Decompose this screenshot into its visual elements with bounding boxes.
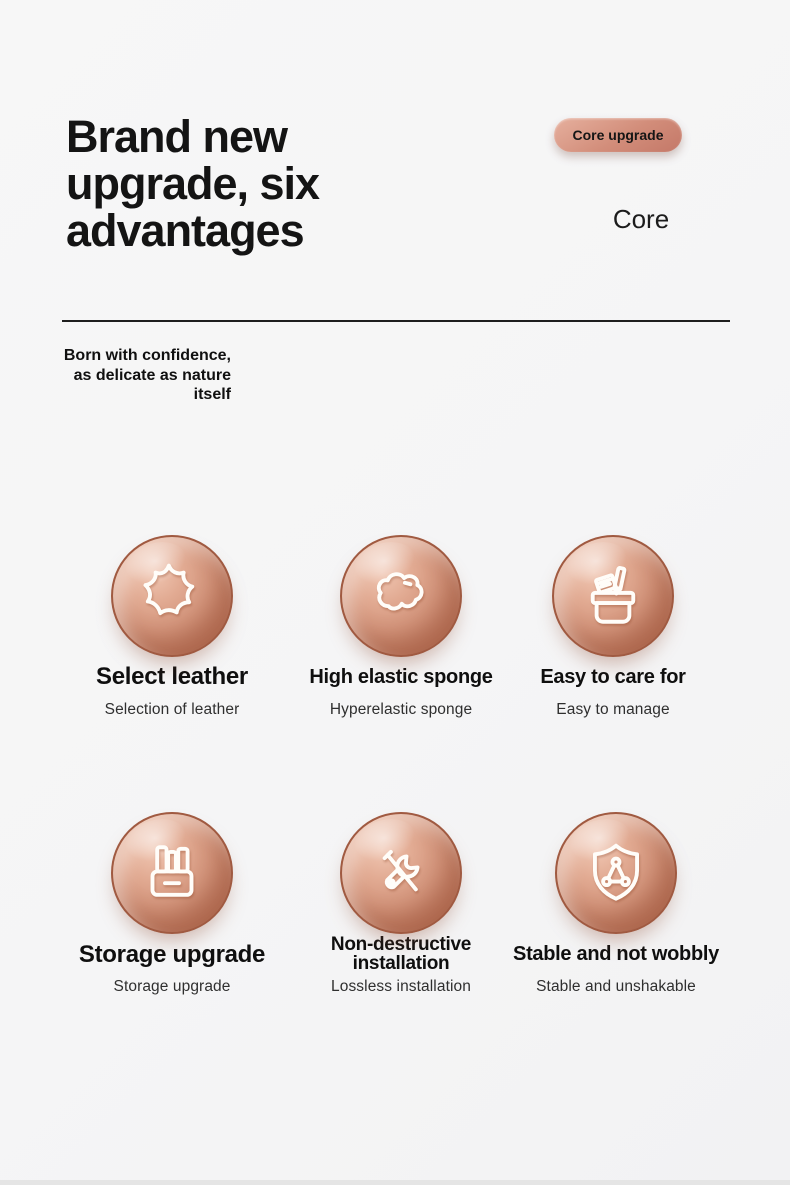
feature-subtitle: Storage upgrade <box>113 978 231 995</box>
tagline-line-2: as delicate as nature <box>73 366 231 384</box>
care-box-icon <box>574 557 652 635</box>
feature-sphere <box>340 535 462 657</box>
tagline-line-3: itself <box>193 386 231 403</box>
feature-subtitle: Easy to manage <box>556 701 670 718</box>
storage-box-icon <box>133 834 211 912</box>
page-title-line-2: upgrade, six <box>66 158 320 209</box>
page-title-line-1: Brand new <box>66 111 288 162</box>
bottom-edge-band <box>0 1180 790 1185</box>
feature-sphere <box>555 812 677 934</box>
feature-title: Easy to care for <box>540 666 686 688</box>
feature-sphere <box>111 535 233 657</box>
feature-title: Non-destructive installation <box>330 934 472 974</box>
feature-storage-upgrade <box>54 812 290 996</box>
sponge-cloud-icon <box>362 557 440 635</box>
feature-title: Select leather <box>96 663 248 690</box>
page-title <box>66 113 319 254</box>
feature-title: Storage upgrade <box>78 940 266 968</box>
feature-title: Stable and not wobbly <box>513 942 719 965</box>
leather-hide-icon <box>133 557 211 635</box>
feature-subtitle: Selection of leather <box>104 701 240 718</box>
feature-easy-care <box>495 535 731 719</box>
core-label: Core <box>612 204 670 234</box>
feature-select-leather <box>54 535 290 719</box>
page-title-line-3: advantages <box>66 205 304 256</box>
feature-subtitle: Hyperelastic sponge <box>329 701 473 718</box>
feature-subtitle: Lossless installation <box>331 978 471 995</box>
tagline <box>28 346 231 405</box>
feature-elastic-sponge <box>283 535 519 719</box>
feature-sphere <box>340 812 462 934</box>
tagline-line-1: Born with confidence, <box>63 347 231 364</box>
feature-sphere <box>552 535 674 657</box>
feature-sphere <box>111 812 233 934</box>
feature-lossless-install <box>283 812 519 996</box>
shield-stable-icon <box>577 834 655 912</box>
core-upgrade-badge-label: Core upgrade <box>572 127 664 143</box>
wrench-install-icon <box>362 834 440 912</box>
feature-subtitle: Stable and unshakable <box>536 978 696 995</box>
feature-title: High elastic sponge <box>309 666 493 688</box>
feature-stable <box>498 812 734 996</box>
header-divider <box>62 320 730 322</box>
core-upgrade-badge <box>554 118 682 152</box>
